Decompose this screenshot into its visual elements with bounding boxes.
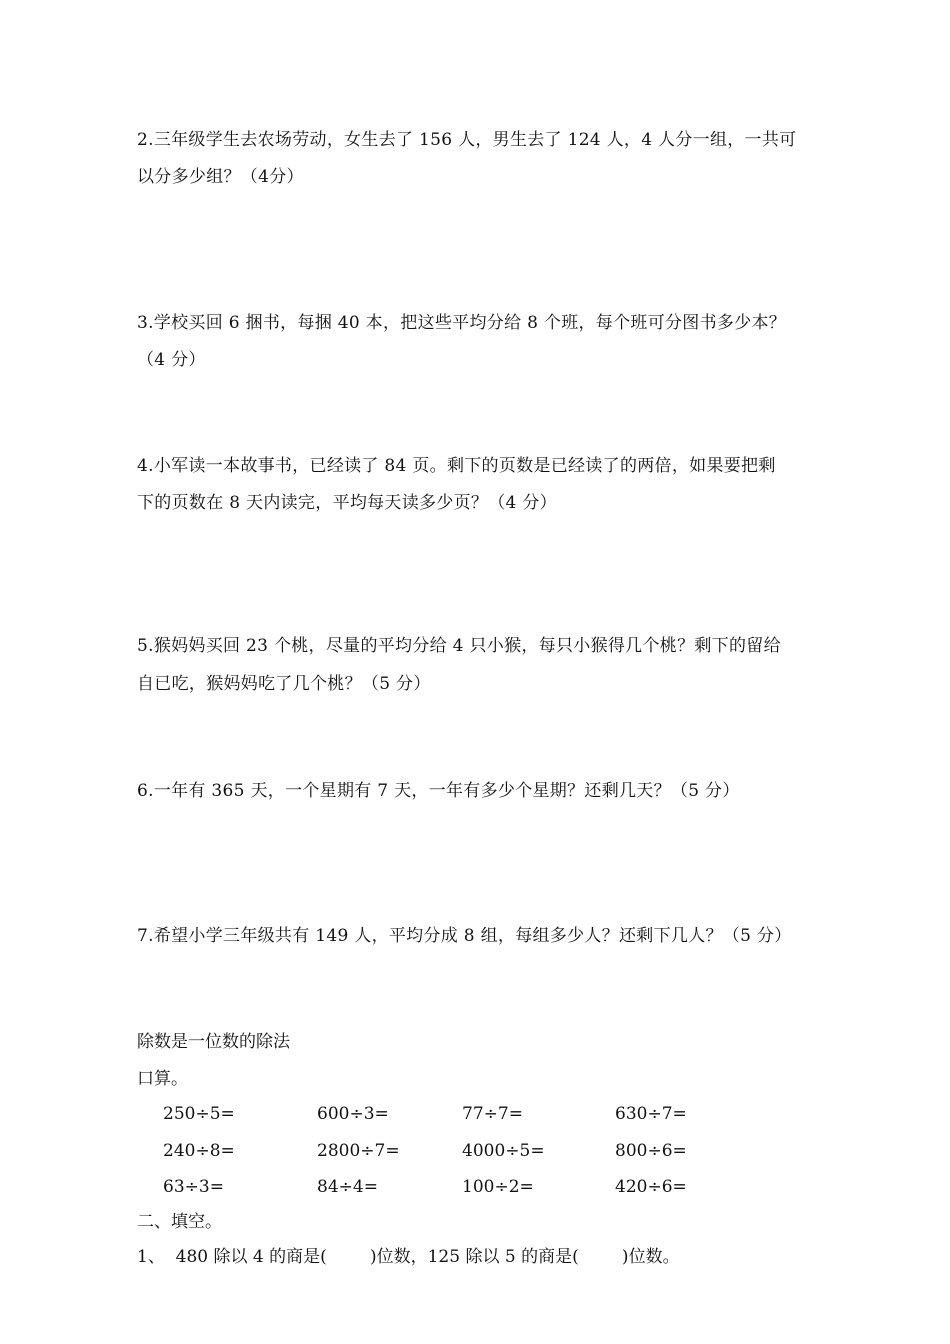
oral-calc-item: 240÷8=: [163, 1141, 235, 1161]
problem-7-line-1: 7.希望小学三年级共有 149 人，平均分成 8 组，每组多少人？还剩下几人？（5 分）: [137, 926, 792, 946]
problem-2-line-2: 以分多少组？（4分）: [137, 167, 304, 187]
oral-calc-item: 63÷3=: [163, 1177, 224, 1197]
oral-calc-item: 600÷3=: [317, 1104, 389, 1124]
problem-5-line-1: 5.猴妈妈买回 23 个桃，尽量的平均分给 4 只小猴，每只小猴得几个桃？剩下的留给: [137, 636, 781, 656]
oral-calc-item: 630÷7=: [615, 1104, 687, 1124]
oral-calc-item: 800÷6=: [615, 1141, 687, 1161]
problem-3-line-1: 3.学校买回 6 捆书，每捆 40 本，把这些平均分给 8 个班，每个班可分图书多少本？: [137, 313, 787, 333]
oral-calc-item: 77÷7=: [462, 1104, 523, 1124]
oral-calc-item: 84÷4=: [317, 1177, 378, 1197]
oral-calc-item: 4000÷5=: [462, 1141, 545, 1161]
oral-calc-item: 250÷5=: [163, 1104, 235, 1124]
fill-blank-label: 二、填空。: [137, 1212, 222, 1232]
problem-5-line-2: 自已吃，猴妈妈吃了几个桃？（5 分）: [137, 674, 431, 694]
oral-calc-label: 口算。: [137, 1069, 188, 1089]
problem-4-line-2: 下的页数在 8 天内读完，平均每天读多少页？（4 分）: [137, 493, 557, 513]
problem-3-line-2: （4 分）: [137, 350, 206, 370]
problem-2-line-1: 2.三年级学生去农场劳动，女生去了 156 人，男生去了 124 人，4 人分一组，一共可: [137, 130, 797, 150]
problem-6-line-1: 6.一年有 365 天，一个星期有 7 天，一年有多少个星期？还剩几天？（5 分）: [137, 781, 740, 801]
problem-4-line-1: 4.小军读一本故事书，已经读了 84 页。剩下的页数是已经读了的两倍，如果要把剩: [137, 456, 776, 476]
oral-calc-item: 2800÷7=: [317, 1141, 400, 1161]
fill-blank-question-1: 1、 480 除以 4 的商是( )位数，125 除以 5 的商是( )位数。: [137, 1247, 680, 1267]
section-title: 除数是一位数的除法: [137, 1032, 290, 1052]
oral-calc-item: 420÷6=: [615, 1177, 687, 1197]
oral-calc-item: 100÷2=: [462, 1177, 534, 1197]
